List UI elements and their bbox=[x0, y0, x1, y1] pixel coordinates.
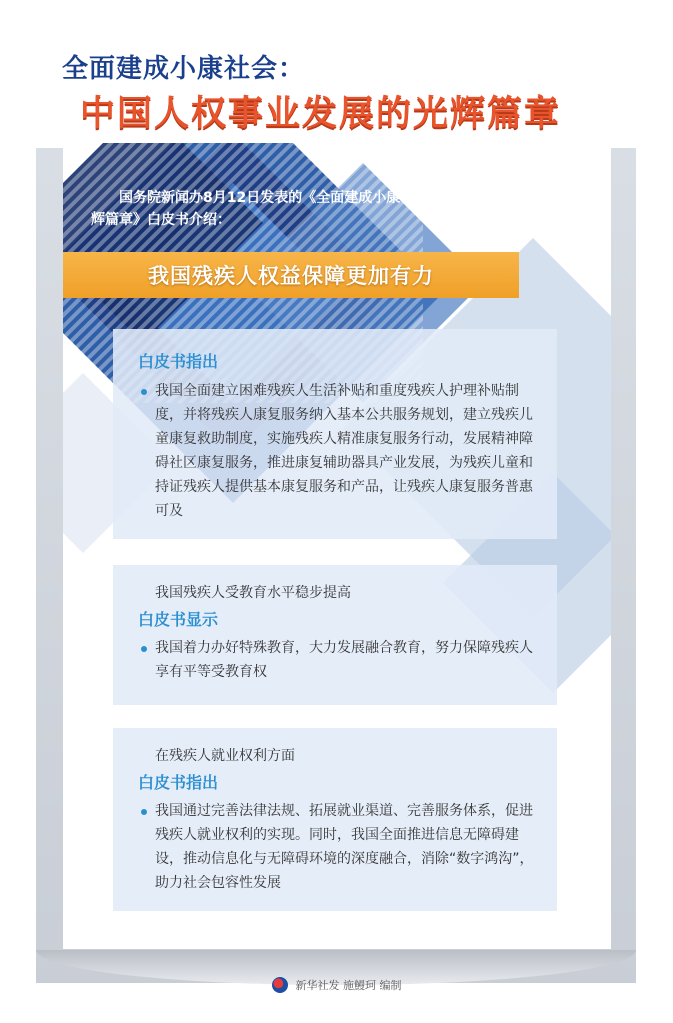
bullet-dot bbox=[141, 389, 147, 395]
intro-text: 国务院新闻办8月12日发表的《全面建成小康社会：中国人权事业发展的光辉篇章》白皮书介绍： bbox=[91, 190, 583, 228]
footer-credit: 新华社发 施鰻珂 编制 bbox=[295, 979, 402, 992]
section-text: 我国通过完善法律法规、拓展就业渠道、完善服务体系，促进残疾人就业权利的实现。同时，我国全面推进信息无障碍建设，推动信息化与无障碍环境的深度融合，消除“数字鸿沟”，助力社会包容性发展 bbox=[155, 803, 534, 891]
xinhua-logo-icon bbox=[272, 977, 288, 993]
section-text: 我国全面建立困难残疾人生活补贴和重度残疾人护理补贴制度，并将残疾人康复服务纳入基本公共服务规划，建立残疾儿童康复救助制度，实施残疾人精准康复服务行动，发展精神障碍社区康复服务，推进康复辅助器具产业发展，为残疾儿童和持证残疾人提供基本康复服务和产品，让残疾人康复服务普惠可及 bbox=[155, 383, 533, 519]
section-tag: 白皮书指出 bbox=[138, 773, 219, 792]
section-lead: 在残疾人就业权利方面 bbox=[155, 748, 295, 764]
section-box-2 bbox=[113, 565, 557, 705]
bullet-dot bbox=[141, 809, 147, 815]
section-tag: 白皮书指出 bbox=[138, 352, 219, 371]
bullet-dot bbox=[141, 646, 147, 652]
header-subtitle: 全面建成小康社会： bbox=[62, 54, 306, 84]
section-box-3 bbox=[113, 728, 557, 911]
section-lead: 我国残疾人受教育水平稳步提高 bbox=[155, 585, 351, 601]
section-banner bbox=[63, 252, 519, 298]
section-tag: 白皮书显示 bbox=[138, 610, 219, 629]
banner-title: 我国残疾人权益保障更加有力 bbox=[148, 263, 434, 288]
content-card bbox=[63, 143, 611, 949]
section-box-1 bbox=[113, 329, 557, 539]
footer bbox=[0, 975, 673, 995]
section-text: 我国着力办好特殊教育，大力发展融合教育，努力保障残疾人享有平等受教育权 bbox=[155, 640, 533, 680]
header-title: 中国人权事业发展的光辉篇章 bbox=[80, 94, 562, 134]
